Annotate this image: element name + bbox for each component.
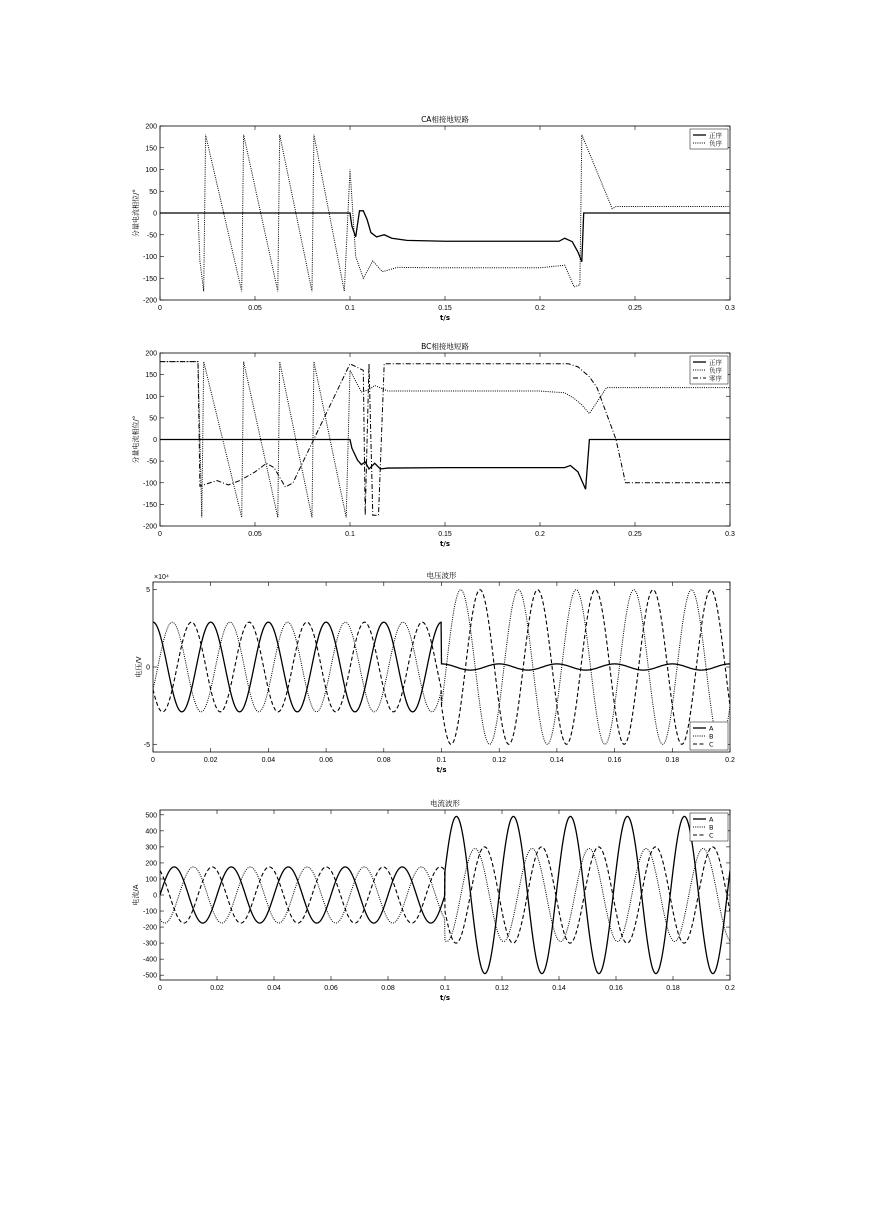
legend xyxy=(690,129,728,149)
y-tick-label: 150 xyxy=(145,372,157,380)
x-tick-label: 0.04 xyxy=(261,757,276,764)
x-tick-label: 0.25 xyxy=(628,531,642,538)
x-tick-label: 0 xyxy=(151,757,155,764)
series-line-正序 xyxy=(160,211,730,262)
x-tick-label: 0.16 xyxy=(609,985,623,992)
y-tick-label: -5 xyxy=(143,741,150,749)
chart-title: 电压波形 xyxy=(426,571,457,580)
legend-entry: C xyxy=(709,831,714,840)
y-tick-label: -100 xyxy=(142,480,157,488)
y-tick-label: 100 xyxy=(145,876,157,884)
y-axis-label: 分量电流相位/° xyxy=(132,189,140,237)
legend xyxy=(690,722,728,750)
x-tick-label: 0.15 xyxy=(438,305,452,312)
y-tick-label: 500 xyxy=(145,812,157,820)
x-tick-label: 0 xyxy=(158,531,162,538)
chart-4 xyxy=(131,798,735,1002)
y-tick-label: 150 xyxy=(145,145,157,153)
x-tick-label: 0.1 xyxy=(345,305,355,312)
y-tick-label: -50 xyxy=(146,458,157,466)
y-tick-label: -150 xyxy=(142,501,157,509)
legend-entry: B xyxy=(709,732,714,741)
legend xyxy=(690,356,728,384)
y-tick-label: 5 xyxy=(146,587,150,595)
y-tick-label: 400 xyxy=(145,828,157,836)
legend-entry: A xyxy=(709,724,714,733)
x-tick-label: 0.14 xyxy=(550,757,564,764)
x-tick-label: 0.18 xyxy=(665,757,680,764)
y-tick-label: 0 xyxy=(153,437,157,444)
x-tick-label: 0.2 xyxy=(725,757,735,764)
x-tick-label: 0.3 xyxy=(725,305,735,312)
legend-entry: 正序 xyxy=(709,131,722,140)
x-axis-label: t/s xyxy=(439,540,451,548)
x-axis-label: t/s xyxy=(439,314,451,322)
legend-entry: 负序 xyxy=(709,366,722,375)
y-axis-label: 分量电流相位/° xyxy=(132,415,140,464)
x-tick-label: 0.18 xyxy=(666,985,680,992)
y-tick-label: 50 xyxy=(149,188,157,196)
y-tick-label: -50 xyxy=(146,232,157,240)
x-tick-label: 0.12 xyxy=(492,757,507,764)
x-tick-label: 0 xyxy=(158,985,162,992)
legend-entry: A xyxy=(709,815,714,824)
series-line-正序 xyxy=(160,440,730,490)
x-tick-label: 0.02 xyxy=(203,757,218,764)
x-tick-label: 0.25 xyxy=(628,305,642,312)
y-tick-label: -500 xyxy=(142,972,157,980)
y-tick-label: 100 xyxy=(145,167,157,174)
y-tick-label: -100 xyxy=(142,254,157,261)
chart-2 xyxy=(131,341,735,548)
y-tick-label: -300 xyxy=(142,940,157,948)
y-tick-label: -200 xyxy=(142,924,157,932)
legend-entry: 正序 xyxy=(709,358,722,367)
y-tick-label: 200 xyxy=(145,123,157,131)
x-tick-label: 0 xyxy=(158,305,162,312)
x-axis-label: t/s xyxy=(436,766,447,774)
x-tick-label: 0.08 xyxy=(381,985,395,992)
x-tick-label: 0.3 xyxy=(725,531,735,538)
x-tick-label: 0.05 xyxy=(248,531,262,538)
series-line-零序 xyxy=(160,362,730,516)
x-tick-label: 0.1 xyxy=(436,757,447,764)
x-tick-label: 0.06 xyxy=(319,757,333,764)
chart-1 xyxy=(131,114,735,322)
y-tick-label: -150 xyxy=(142,275,157,283)
y-tick-label: 100 xyxy=(145,393,157,401)
series-line-B xyxy=(153,590,730,745)
y-tick-label: -100 xyxy=(142,908,157,916)
series-line-C xyxy=(153,590,730,745)
y-tick-label: -200 xyxy=(142,523,157,531)
y-axis-label: 电流/A xyxy=(132,884,140,906)
x-tick-label: 0.14 xyxy=(552,985,566,992)
x-tick-label: 0.02 xyxy=(210,985,224,992)
y-tick-label: 0 xyxy=(153,210,157,218)
x-tick-label: 0.16 xyxy=(607,757,622,764)
y-exponent-label: ×10⁴ xyxy=(154,574,169,581)
y-tick-label: 300 xyxy=(145,844,157,852)
legend-entry: C xyxy=(709,740,714,749)
x-axis-label: t/s xyxy=(439,994,451,1002)
x-tick-label: 0.2 xyxy=(535,305,545,312)
x-tick-label: 0.1 xyxy=(440,985,450,992)
x-tick-label: 0.04 xyxy=(267,985,281,992)
chart-3 xyxy=(134,570,735,774)
chart-title: BC相接地短路 xyxy=(421,342,469,351)
y-tick-label: -400 xyxy=(142,956,157,964)
legend-entry: 零序 xyxy=(709,374,722,383)
plot-frame xyxy=(153,582,730,752)
y-axis-label: 电压/V xyxy=(135,656,143,678)
x-tick-label: 0.12 xyxy=(495,985,509,992)
y-tick-label: -200 xyxy=(142,297,157,305)
y-tick-label: 200 xyxy=(145,350,157,358)
x-tick-label: 0.08 xyxy=(376,757,391,764)
x-tick-label: 0.15 xyxy=(438,531,452,538)
x-tick-label: 0.2 xyxy=(725,985,735,992)
legend xyxy=(690,813,728,841)
legend-entry: B xyxy=(709,823,714,832)
x-tick-label: 0.2 xyxy=(535,531,545,538)
y-tick-label: 0 xyxy=(146,664,150,672)
x-tick-label: 0.1 xyxy=(345,531,355,538)
y-tick-label: 0 xyxy=(153,892,157,900)
y-tick-label: 200 xyxy=(145,860,157,868)
x-tick-label: 0.05 xyxy=(248,305,262,312)
chart-title: 电流波形 xyxy=(430,799,460,808)
chart-title: CA相接地短路 xyxy=(421,115,469,124)
legend-entry: 负序 xyxy=(709,139,722,148)
y-tick-label: 50 xyxy=(149,415,157,423)
x-tick-label: 0.06 xyxy=(324,985,338,992)
